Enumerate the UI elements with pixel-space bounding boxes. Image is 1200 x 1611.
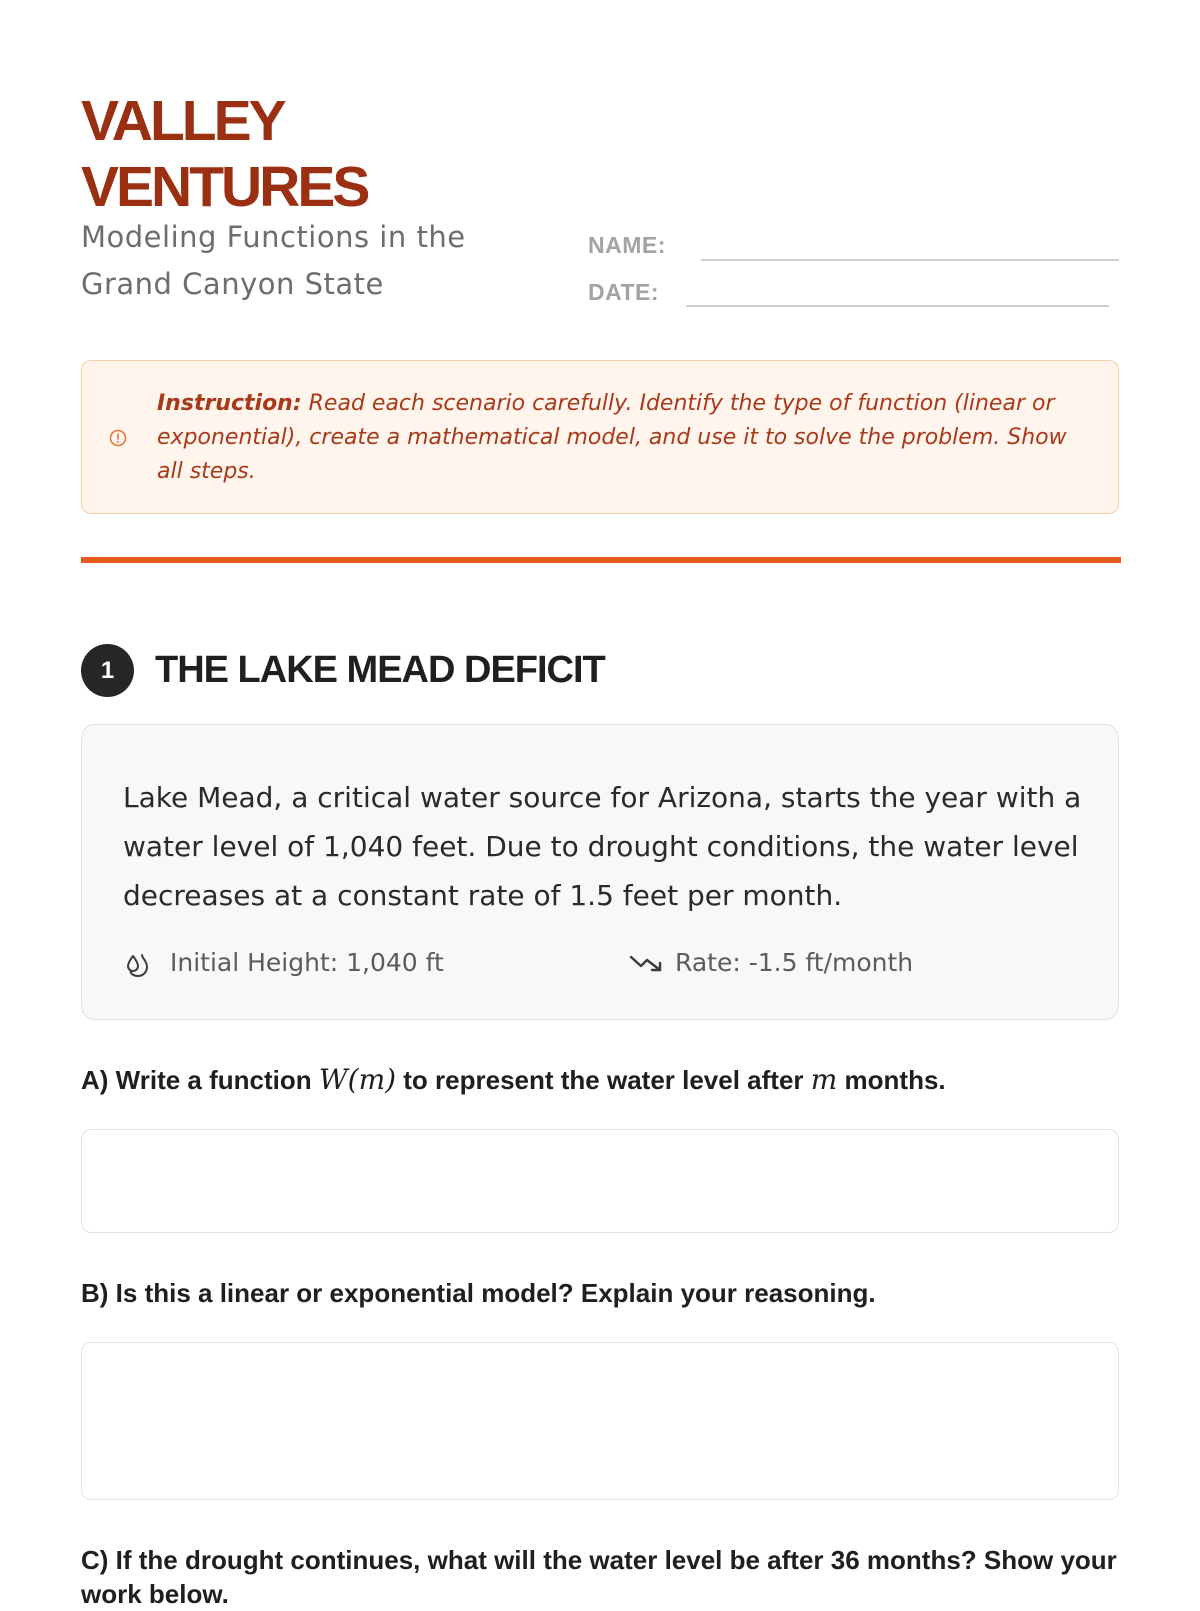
date-field[interactable]	[686, 305, 1109, 307]
stat-rate-text: Rate: -1.5 ft/month	[675, 948, 914, 977]
scenario-text: Lake Mead, a critical water source for Arizona, starts the year with a water level of 1,040 feet. Due to drought conditions, the water level decreases at a constant rate of 1.5 feet per month.	[123, 781, 1082, 912]
brand-title-line2: VENTURES	[81, 155, 368, 219]
name-field[interactable]	[701, 259, 1119, 261]
section-title: THE LAKE MEAD DEFICIT	[155, 649, 605, 691]
question-a-mid: to represent the water level after	[396, 1065, 811, 1095]
subtitle-line2: Grand Canyon State	[81, 267, 384, 301]
section-number-badge: 1	[81, 644, 134, 697]
section-divider	[81, 557, 1121, 563]
math-m: m	[810, 1063, 838, 1096]
name-label: NAME:	[588, 232, 666, 258]
brand-title	[81, 88, 367, 220]
instruction-callout	[81, 360, 1119, 514]
worksheet-subtitle	[81, 214, 551, 308]
scenario-card	[81, 724, 1119, 1020]
instruction-text	[157, 387, 1097, 489]
question-a	[81, 1063, 1121, 1097]
instruction-label: Instruction:	[157, 391, 302, 416]
water-drop-icon	[124, 951, 154, 979]
stat-initial-height-text: Initial Height: 1,040 ft	[170, 948, 444, 977]
question-b: B) Is this a linear or exponential model? Explain your reasoning.	[81, 1278, 876, 1308]
subtitle-line1: Modeling Functions in the	[81, 220, 466, 254]
brand-title-line1: VALLEY	[81, 89, 284, 153]
question-c: C) If the drought continues, what will the water level be after 36 months? Show your work below.	[81, 1545, 1117, 1609]
question-a-pre: A) Write a function	[81, 1065, 319, 1095]
answer-b-box[interactable]	[81, 1342, 1119, 1500]
info-circle-icon	[109, 429, 127, 447]
question-a-post: months.	[837, 1065, 946, 1095]
math-w-of-m: W(m)	[318, 1063, 397, 1096]
trending-down-icon	[629, 951, 663, 975]
instruction-body: Read each scenario carefully. Identify the type of function (linear or exponential), create a mathematical model, and use it to solve the problem. Show all steps.	[157, 391, 1067, 484]
answer-a-box[interactable]	[81, 1129, 1119, 1233]
date-label: DATE:	[588, 279, 660, 305]
